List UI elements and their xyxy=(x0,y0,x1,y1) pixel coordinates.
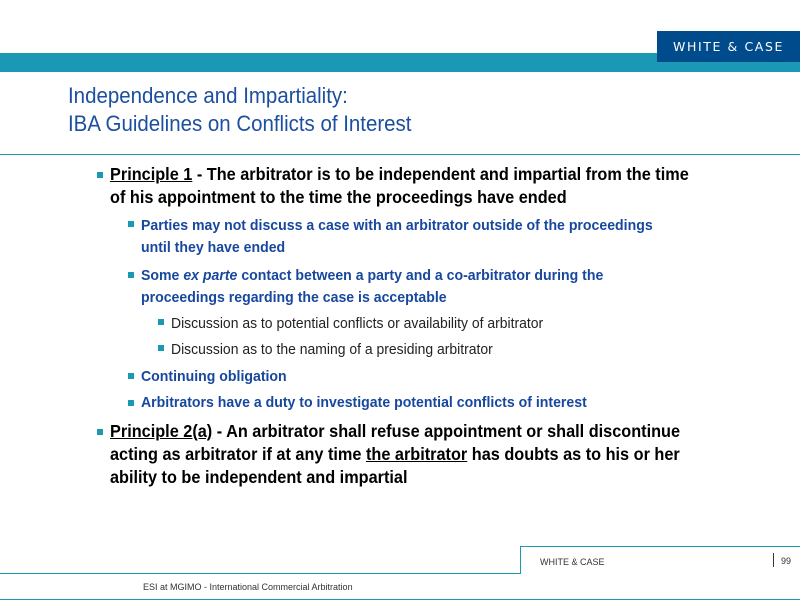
contact-detail-item: Discussion as to potential conflicts or availability of arbitrator xyxy=(171,315,544,332)
principle-2a-underlined: the arbitrator xyxy=(365,444,468,464)
principle-1-sub-item: Continuing obligation xyxy=(141,368,287,385)
square-bullet-icon xyxy=(97,172,103,178)
principle-1-label: Principle 1 xyxy=(110,164,193,184)
page-number: 99 xyxy=(781,556,792,566)
square-bullet-icon xyxy=(158,319,164,325)
square-bullet-icon xyxy=(128,272,134,278)
title-divider xyxy=(0,154,800,155)
slide-title xyxy=(68,82,626,138)
slide-title-line-1: Independence and Impartiality: xyxy=(68,83,348,108)
logo-text: WHITE & CASE xyxy=(673,39,784,54)
slide-title-line-2: IBA Guidelines on Conflicts of Interest xyxy=(68,111,412,136)
principle-2a-label: Principle 2(a) xyxy=(110,421,213,441)
contact-detail-item: Discussion as to the naming of a presiding arbitrator xyxy=(171,341,493,358)
principle-2a-item xyxy=(110,420,696,489)
principle-1-text: - The arbitrator is to be independent and impartial from the time of his appointment to the time the proceedings have ended xyxy=(110,164,689,207)
principle-2a-text-post: has doubts as to his or her ability to be independent and impartial xyxy=(110,444,680,487)
principle-1-sub-item xyxy=(141,265,686,309)
footer-separator xyxy=(773,553,774,567)
square-bullet-icon xyxy=(128,221,134,227)
square-bullet-icon xyxy=(158,345,164,351)
footer-brand: WHITE & CASE xyxy=(540,557,605,567)
principle-2a-text-pre: - An arbitrator shall refuse appointment or shall discontinue acting as arbitrator if at any time xyxy=(110,421,681,464)
footer-course-title: ESI at MGIMO - International Commercial Arbitration xyxy=(143,582,353,592)
principle-1-sub-item: Parties may not discuss a case with an arbitrator outside of the proceedings until they have ended xyxy=(141,217,653,256)
principle-1-sub-item: Arbitrators have a duty to investigate potential conflicts of interest xyxy=(141,394,587,411)
square-bullet-icon xyxy=(97,429,103,435)
ex-parte-post: contact between a party and a co-arbitrator during the proceedings regarding the case is acceptable xyxy=(141,267,604,306)
square-bullet-icon xyxy=(128,400,134,406)
white-case-logo xyxy=(657,31,800,62)
principle-1-item xyxy=(110,163,696,209)
ex-parte-pre: Some xyxy=(141,267,184,284)
ex-parte-term: ex parte xyxy=(183,267,238,284)
square-bullet-icon xyxy=(128,373,134,379)
